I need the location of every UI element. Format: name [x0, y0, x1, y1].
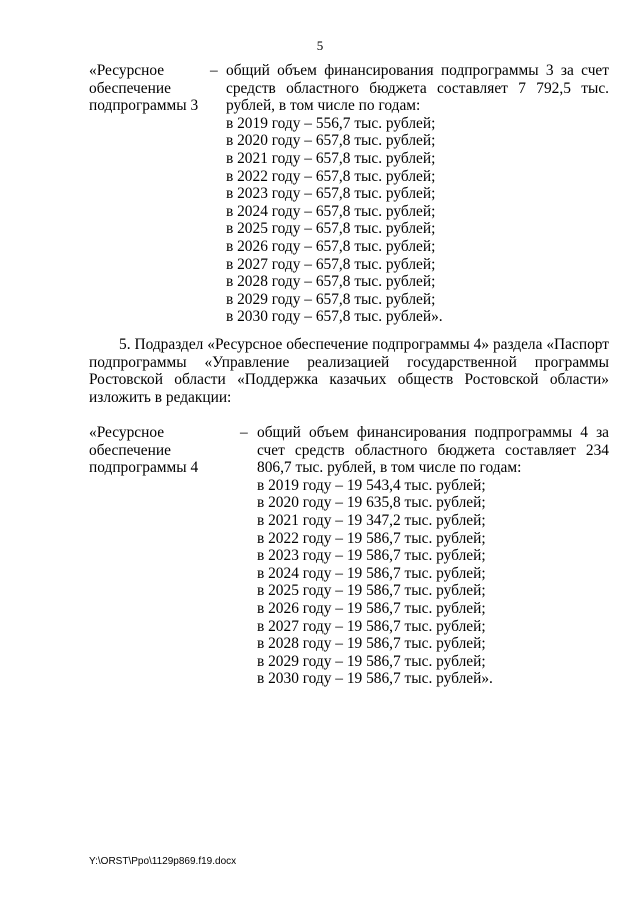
label-line: подпрограммы 3	[89, 97, 199, 115]
year-line: в 2022 году – 657,8 тыс. рублей;	[226, 167, 436, 185]
year-line: в 2030 году – 19 586,7 тыс. рублей».	[257, 670, 493, 688]
year-line: в 2029 году – 19 586,7 тыс. рублей;	[257, 652, 486, 670]
year-line: в 2029 году – 657,8 тыс. рублей;	[226, 290, 436, 308]
year-line: в 2020 году – 19 635,8 тыс. рублей;	[257, 494, 486, 512]
year-line: в 2021 году – 19 347,2 тыс. рублей;	[257, 511, 486, 529]
year-line: в 2019 году – 556,7 тыс. рублей;	[226, 114, 436, 132]
page-number: 5	[316, 38, 324, 53]
funding-intro: общий объем финансирования подпрограммы 4 за счет средств областного бюджета составляет 234 806,7 тыс. рублей, в том числе по годам:	[257, 424, 609, 477]
label-line: «Ресурсное	[89, 424, 165, 441]
year-line: в 2022 году – 19 586,7 тыс. рублей;	[257, 529, 486, 547]
label-line: обеспечение	[89, 441, 171, 459]
year-line: в 2023 году – 657,8 тыс. рублей;	[226, 185, 436, 203]
year-line: в 2028 году – 657,8 тыс. рублей;	[226, 273, 436, 291]
year-line: в 2026 году – 657,8 тыс. рублей;	[226, 237, 436, 255]
year-line: в 2025 году – 19 586,7 тыс. рублей;	[257, 582, 486, 600]
file-path-footer: Y:\ORST\Ppo\1129p869.f19.docx	[89, 856, 237, 867]
label-line: подпрограммы 4	[89, 459, 199, 477]
year-line: в 2030 году – 657,8 тыс. рублей».	[226, 308, 443, 326]
year-line: в 2024 году – 657,8 тыс. рублей;	[226, 202, 436, 220]
block-label	[89, 62, 219, 115]
year-line: в 2027 году – 657,8 тыс. рублей;	[226, 255, 436, 273]
funding-details	[226, 62, 609, 326]
funding-intro: общий объем финансирования подпрограммы 3 за счет средств областного бюджета составляет 7 792,5 тыс. рублей, в том числе по годам:	[226, 62, 609, 115]
year-line: в 2019 году – 19 543,4 тыс. рублей;	[257, 476, 486, 494]
year-line: в 2020 году – 657,8 тыс. рублей;	[226, 132, 436, 150]
year-line: в 2024 году – 19 586,7 тыс. рублей;	[257, 564, 486, 582]
dash: –	[240, 424, 248, 441]
year-line: в 2027 году – 19 586,7 тыс. рублей;	[257, 617, 486, 635]
body-paragraph: 5. Подраздел «Ресурсное обеспечение подпрограммы 4» раздела «Паспорт подпрограммы «Управление реализацией государственной программы Ростовской области «Поддержка казачьих обществ Ростовской области» изложить в редакции:	[89, 336, 609, 406]
dash: –	[210, 62, 218, 79]
year-line: в 2028 году – 19 586,7 тыс. рублей;	[257, 635, 486, 653]
funding-details	[257, 424, 609, 688]
year-line: в 2026 году – 19 586,7 тыс. рублей;	[257, 599, 486, 617]
label-line: «Ресурсное	[89, 62, 165, 79]
label-line: обеспечение	[89, 79, 171, 97]
year-line: в 2025 году – 657,8 тыс. рублей;	[226, 220, 436, 238]
block-label	[89, 424, 219, 477]
year-line: в 2021 году – 657,8 тыс. рублей;	[226, 149, 436, 167]
year-line: в 2023 году – 19 586,7 тыс. рублей;	[257, 547, 486, 565]
